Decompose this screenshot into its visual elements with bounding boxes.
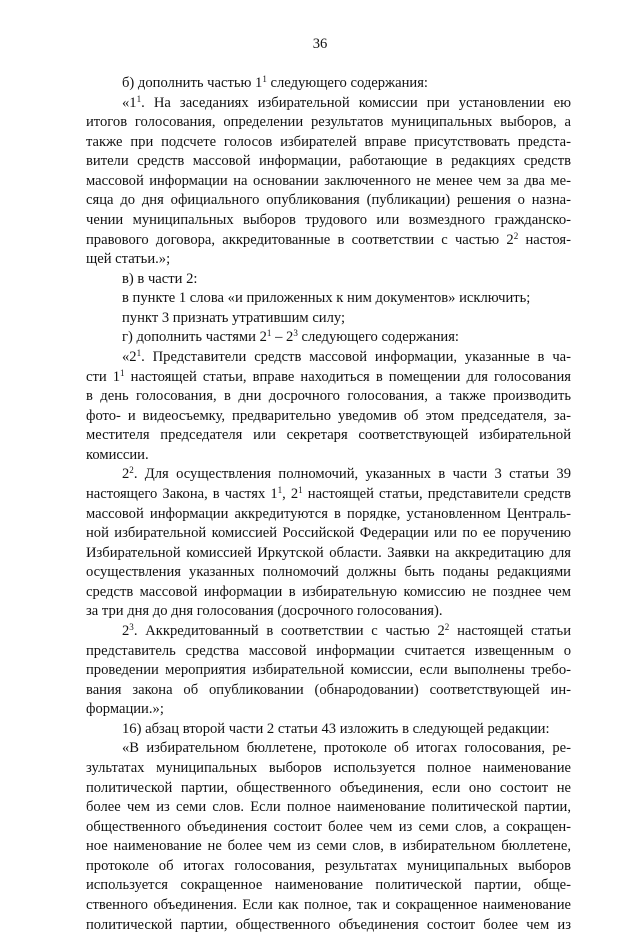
- superscript: 3: [293, 328, 298, 339]
- superscript: 2: [129, 465, 134, 476]
- text-line: Избирательной комиссией Иркутской области. Заявки на аккредитацию для: [86, 544, 571, 561]
- superscript: 1: [136, 93, 142, 104]
- text-line: сти $1^1$ настоящей статьи, вправе находиться в помещении для голосования: [86, 367, 571, 385]
- text-line: общественного объединения состоит более чем из семи слов, а сокращен-: [86, 818, 571, 835]
- text-line: ной избирательной комиссией Российской Федерации или по ее поручению: [86, 525, 571, 542]
- text-line: более чем из семи слов. Если полное наименование политической партии,: [86, 799, 571, 816]
- superscript: 1: [298, 485, 303, 495]
- superscript: 2: [513, 230, 519, 241]
- text-line: фото- и видеосъемку, предварительно уведомив об этом председателя, за-: [86, 407, 571, 424]
- superscript: 2: [444, 621, 450, 632]
- text-line: представитель средства массовой информации считается извещенным о: [86, 642, 571, 659]
- text-line: за три дня до дня голосования (досрочного голосования).: [86, 603, 443, 620]
- text-line: в) в части 2:: [122, 270, 198, 287]
- superscript: 1: [262, 74, 267, 85]
- text-line: также при подсчете голосов избирателей вправе присутствовать предста-: [86, 133, 571, 150]
- text-line: пункт 3 признать утратившим силу;: [122, 309, 346, 326]
- text-line: чении муниципальных выборов трудового или возмездного гражданско-: [86, 211, 571, 228]
- text-line: «$1^1$. На заседаниях избирательной комиссии при установлении ею: [122, 93, 571, 111]
- text-line: правового договора, аккредитованные в соответствии с частью $2^2$ настоя-: [86, 230, 571, 248]
- text-line: местителя председателя или секретаря соответствующей избирательной: [86, 427, 571, 444]
- text-line: г) дополнить частями $2^1 - 2^3$ следующего содержания:: [122, 328, 459, 346]
- superscript: 3: [129, 621, 134, 632]
- text-line: протоколе об итогах голосования, результатах муниципальных выборов: [86, 857, 571, 874]
- text-line: $2^3$. Аккредитованный в соответствии с частью $2^2$ настоящей статьи: [122, 621, 571, 639]
- text-line: осуществления указанных полномочий должны быть поданы редакциями: [86, 564, 571, 581]
- text-line: политической партии, общественного объединения, если оно состоит не: [86, 779, 571, 796]
- text-line: сяца до дня официального опубликования (публикации) решения о назна-: [86, 192, 571, 209]
- text-line: используется сокращенное наименование политической партии, обще-: [86, 877, 571, 894]
- superscript: 1: [136, 348, 142, 358]
- text-line: щей статьи.»;: [86, 251, 171, 268]
- text-line: зультатах муниципальных выборов используется полное наименование: [86, 759, 571, 776]
- text-line: массовой информации на основании заключенного не менее чем за два ме-: [86, 172, 571, 189]
- text-line: средств массовой информации в избирательную комиссию не позднее чем: [86, 583, 571, 600]
- text-line: ственного объединения. Если как полное, так и сокращенное наименование: [86, 896, 571, 913]
- text-line: ное наименование не более чем из семи слов, в избирательном бюллетене,: [86, 838, 571, 855]
- text-line: «$2^1$. Представители средств массовой информации, указанные в ча-: [122, 348, 571, 365]
- text-line: комиссии.: [86, 446, 149, 463]
- page-number: 36: [312, 36, 328, 52]
- text-line: вители средств массовой информации, работающие в редакциях средств: [86, 153, 571, 170]
- text-line: 16) абзац второй части 2 статьи 43 изложить в следующей редакции:: [122, 720, 550, 737]
- text-line: в день голосования, в дни досрочного голосования, а также производить: [86, 388, 571, 405]
- text-line: в пункте 1 слова «и приложенных к ним документов» исключить;: [122, 290, 531, 307]
- text-line: массовой информации аккредитуются в порядке, установленном Централь-: [86, 505, 571, 522]
- text-line: политической партии, общественного объединения состоит более чем из: [86, 916, 571, 933]
- superscript: 1: [266, 328, 272, 339]
- text-line: проведении мероприятия избирательной комиссии, если выполнены требо-: [86, 662, 571, 679]
- text-line: б) дополнить частью $1^1$ следующего содержания:: [122, 74, 428, 91]
- text-line: вания закона об опубликовании (обнародовании) соответствующей ин-: [86, 681, 571, 698]
- text-line: формации.»;: [86, 701, 164, 718]
- text-line: $2^2$. Для осуществления полномочий, указанных в части 3 статьи 39: [122, 465, 571, 483]
- text-line: настоящего Закона, в частях $1^1$, $2^1$ настоящей статьи, представители средств: [86, 485, 571, 502]
- superscript: 1: [277, 485, 283, 495]
- superscript: 1: [120, 367, 125, 378]
- text-line: итогов голосования, определении результатов муниципальных выборов, а: [86, 114, 571, 131]
- text-line: «В избирательном бюллетене, протоколе об итогах голосования, ре-: [122, 740, 571, 757]
